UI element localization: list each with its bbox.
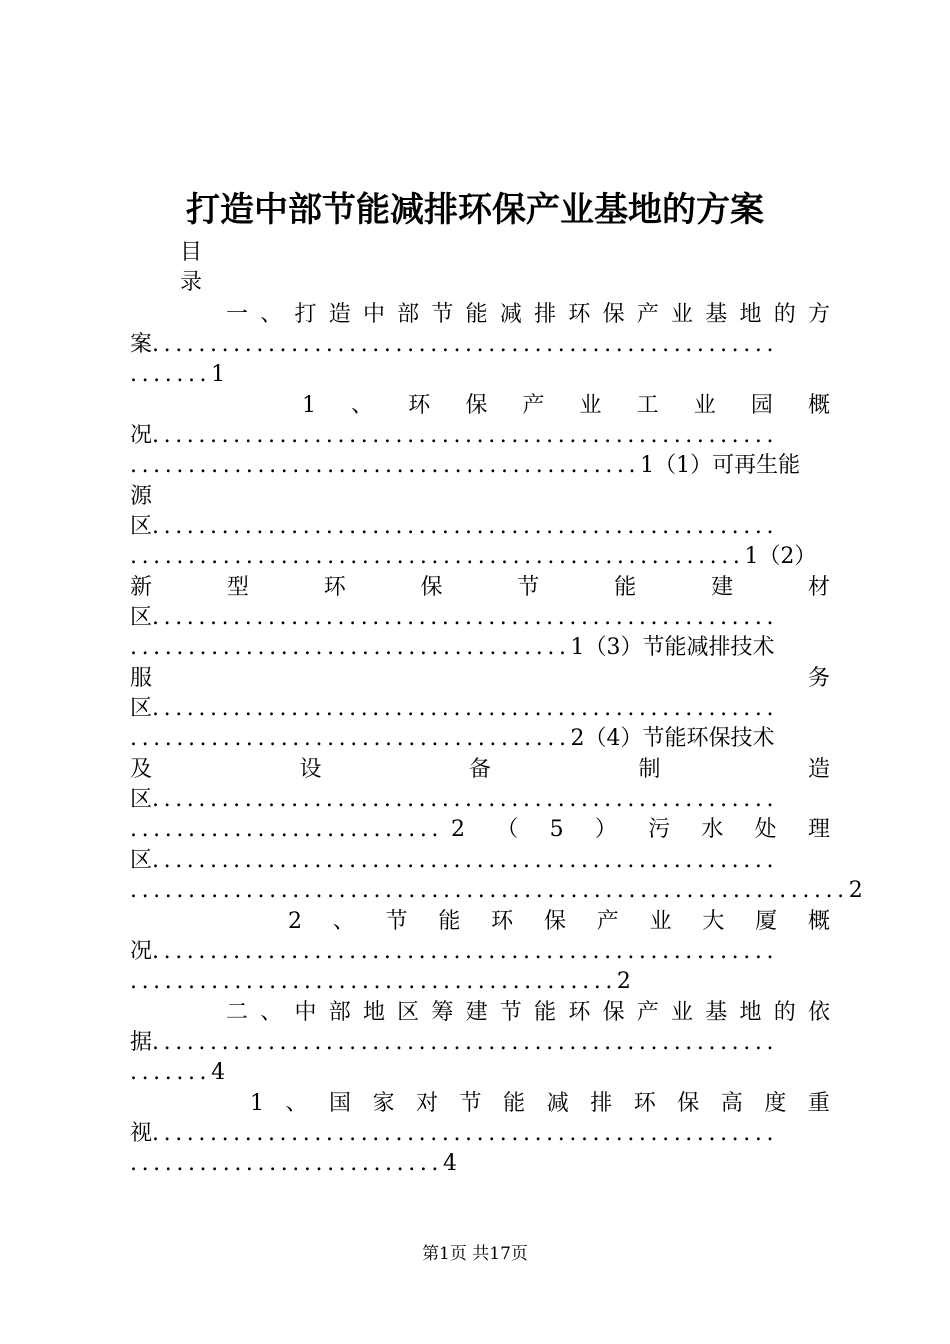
toc-char: 园 — [750, 393, 773, 418]
toc-char: 的 — [773, 302, 796, 327]
toc-entry-5-dots — [130, 694, 830, 724]
toc-char: 部 — [328, 1000, 351, 1025]
leader-dots: ...................................................... — [152, 1030, 779, 1055]
toc-char: 产 — [636, 1000, 659, 1025]
toc-char: 产 — [522, 393, 545, 418]
toc-char: 制 — [638, 757, 661, 782]
toc-char: 环 — [408, 393, 431, 418]
toc-char: 及 — [130, 757, 153, 782]
toc-entry-10-head[interactable] — [250, 1089, 830, 1119]
toc-char: 打 — [294, 302, 317, 327]
toc-char: 环 — [568, 302, 591, 327]
toc-entry-7-tail: 区 — [130, 848, 153, 873]
toc-entry-2-dots — [130, 421, 830, 451]
toc-char: 新 — [130, 575, 153, 600]
toc-char: 备 — [468, 757, 491, 782]
toc-char: 材 — [807, 575, 830, 600]
toc-entry-10-dots — [130, 1119, 830, 1149]
leader-dots: ........................... — [130, 817, 444, 842]
toc-entry-9-dots — [130, 1028, 830, 1058]
leader-dots: ...................................................... — [152, 696, 779, 721]
toc-entry-10-page-line — [130, 1149, 830, 1179]
toc-char: 能 — [465, 302, 488, 327]
toc-char: 设 — [299, 757, 322, 782]
toc-entry-4-page-line — [130, 633, 830, 663]
toc-entry-6-page-line — [130, 815, 830, 845]
toc-char: 建 — [465, 1000, 488, 1025]
toc-entry-9-page: 4 — [211, 1060, 226, 1085]
toc-char: 能 — [438, 909, 461, 934]
toc-char: 部 — [397, 302, 420, 327]
toc-entry-5-tail: 区 — [130, 696, 153, 721]
toc-char: 2 — [288, 909, 302, 934]
toc-entry-10-tail: 视 — [130, 1121, 153, 1146]
toc-char: 大 — [702, 909, 725, 934]
toc-entry-7-page-line — [130, 876, 863, 906]
leader-dots: ...................................................... — [152, 423, 779, 448]
toc-char: 型 — [226, 575, 249, 600]
toc-char: 、 — [332, 909, 355, 934]
toc-entry-2-head[interactable] — [302, 391, 830, 421]
toc-entry-3-dots — [130, 512, 830, 542]
toc-entry-2-tail: 况 — [130, 423, 153, 448]
toc-char: 的 — [773, 1000, 796, 1025]
toc-char: 节 — [499, 1000, 522, 1025]
toc-entry-2-page: 1（1）可再生能 — [640, 453, 801, 478]
toc-char: 1 — [250, 1091, 264, 1116]
toc-char: 水 — [701, 817, 724, 842]
toc-entry-10-page: 4 — [443, 1151, 458, 1176]
toc-char: 排 — [534, 302, 557, 327]
toc-entry-1-page-line — [130, 360, 830, 390]
toc-char: 保 — [420, 575, 443, 600]
toc-char: 厦 — [755, 909, 778, 934]
leader-dots: ...................................................... — [152, 787, 779, 812]
toc-char: 处 — [754, 817, 777, 842]
leader-dots: ............................................ — [130, 453, 641, 478]
toc-char: 、 — [260, 302, 283, 327]
toc-entry-9-head[interactable] — [226, 998, 830, 1028]
toc-char: 区 — [397, 1000, 420, 1025]
toc-entry-2-page-line — [130, 451, 830, 481]
toc-char: 业 — [671, 302, 694, 327]
toc-entry-3-page: 1（2） — [744, 544, 817, 569]
toc-char: 减 — [546, 1091, 569, 1116]
toc-entry-4-head[interactable] — [130, 573, 830, 603]
toc-entry-5-page-line — [130, 724, 830, 754]
toc-char: 建 — [711, 575, 734, 600]
toc-char: 减 — [499, 302, 522, 327]
toc-char: 高 — [720, 1091, 743, 1116]
toc-entry-4-tail: 区 — [130, 605, 153, 630]
toc-char: 中 — [294, 1000, 317, 1025]
leader-dots: ...................................................... — [152, 848, 779, 873]
toc-entry-1-page: 1 — [211, 362, 226, 387]
toc-char: 保 — [543, 909, 566, 934]
toc-char: 节 — [431, 302, 454, 327]
toc-char: 节 — [459, 1091, 482, 1116]
toc-char: 1 — [302, 393, 316, 418]
toc-char: 保 — [677, 1091, 700, 1116]
toc-entry-5-head[interactable] — [130, 664, 830, 694]
toc-char: ） — [594, 817, 617, 842]
toc-char: 理 — [807, 817, 830, 842]
toc-char: 业 — [671, 1000, 694, 1025]
toc-char: 基 — [705, 302, 728, 327]
toc-char: 能 — [534, 1000, 557, 1025]
toc-char: 地 — [739, 1000, 762, 1025]
toc-entry-6-page — [451, 815, 830, 845]
toc-char: 能 — [503, 1091, 526, 1116]
toc-char: 地 — [362, 1000, 385, 1025]
toc-char: （ — [496, 817, 519, 842]
toc-char: 、 — [285, 1091, 308, 1116]
toc-char: 重 — [807, 1091, 830, 1116]
toc-entry-6-head[interactable] — [130, 755, 830, 785]
toc-char: 依 — [807, 1000, 830, 1025]
toc-char: 筹 — [431, 1000, 454, 1025]
toc-char: 业 — [693, 393, 716, 418]
toc-entry-3-page-line — [130, 542, 830, 572]
toc-char: 环 — [323, 575, 346, 600]
leader-dots: ....... — [130, 1060, 212, 1085]
toc-char: 工 — [636, 393, 659, 418]
toc-char: 保 — [602, 302, 625, 327]
leader-dots: ...................................................... — [152, 332, 779, 357]
toc-entry-4-dots — [130, 603, 830, 633]
toc-char: 国 — [329, 1091, 352, 1116]
leader-dots: .......................................... — [130, 969, 617, 994]
toc-entry-1-tail: 案 — [130, 332, 153, 357]
leader-dots: ....... — [130, 362, 212, 387]
toc-char: 节 — [385, 909, 408, 934]
toc-entry-1-dots — [130, 330, 830, 360]
toc-char: 产 — [636, 302, 659, 327]
toc-char: 节 — [517, 575, 540, 600]
leader-dots: ...................................... — [130, 635, 571, 660]
leader-dots: ...................................... — [130, 726, 571, 751]
page-title: 打造中部节能减排环保产业基地的方案 — [186, 190, 764, 230]
toc-char: 对 — [416, 1091, 439, 1116]
toc-entry-3-mid: 源 — [130, 484, 153, 509]
toc-char: 、 — [260, 1000, 283, 1025]
toc-entry-8-tail: 况 — [130, 939, 153, 964]
toc-char: 地 — [739, 302, 762, 327]
leader-dots: ...................................................... — [152, 605, 779, 630]
toc-entry-1-head[interactable] — [226, 300, 830, 330]
toc-entry-9-tail: 据 — [130, 1030, 153, 1055]
toc-heading-char-1: 目 — [180, 240, 203, 265]
toc-char: 概 — [807, 393, 830, 418]
toc-char: 二 — [226, 1000, 249, 1025]
toc-char: 服 — [130, 666, 153, 691]
leader-dots: ...................................................... — [152, 514, 779, 539]
toc-char: 基 — [705, 1000, 728, 1025]
toc-entry-5-page: 2（4）节能环保技术 — [570, 726, 775, 751]
toc-char: 造 — [807, 757, 830, 782]
toc-heading-char-2: 录 — [180, 270, 203, 295]
toc-char: 概 — [807, 909, 830, 934]
toc-entry-7-page: 2 — [848, 878, 863, 903]
toc-entry-3-tail: 区 — [130, 514, 153, 539]
toc-entry-8-page-line — [130, 967, 830, 997]
toc-char: 保 — [602, 1000, 625, 1025]
toc-char: 产 — [596, 909, 619, 934]
toc-char: 环 — [633, 1091, 656, 1116]
toc-char: 环 — [491, 909, 514, 934]
toc-entry-8-page: 2 — [616, 969, 631, 994]
leader-dots: ..................................................... — [130, 544, 745, 569]
toc-char: 、 — [351, 393, 374, 418]
page-footer: 第1页 共17页 — [422, 1244, 528, 1264]
toc-char: 5 — [549, 817, 564, 842]
toc-entry-7-dots — [130, 846, 830, 876]
toc-entry-6-tail: 区 — [130, 787, 153, 812]
toc-char: 业 — [579, 393, 602, 418]
toc-entry-4-page: 1（3）节能减排技术 — [570, 635, 775, 660]
toc-char: 一 — [226, 302, 249, 327]
toc-char: 业 — [649, 909, 672, 934]
toc-char: 造 — [328, 302, 351, 327]
toc-char: 中 — [362, 302, 385, 327]
toc-char: 家 — [372, 1091, 395, 1116]
toc-char: 保 — [465, 393, 488, 418]
toc-char: 能 — [614, 575, 637, 600]
leader-dots: ........................... — [130, 1151, 444, 1176]
leader-dots: ...................................................... — [152, 1121, 779, 1146]
toc-char: 污 — [648, 817, 671, 842]
leader-dots: .............................................................. — [130, 878, 849, 903]
toc-entry-9-page-line — [130, 1058, 830, 1088]
toc-char: 方 — [807, 302, 830, 327]
toc-entry-6-dots — [130, 785, 830, 815]
toc-char: 务 — [807, 666, 830, 691]
toc-char: 2 — [451, 817, 466, 842]
toc-entry-8-dots — [130, 937, 830, 967]
toc-entry-8-head[interactable] — [288, 907, 830, 937]
toc-char: 环 — [568, 1000, 591, 1025]
toc-char: 度 — [764, 1091, 787, 1116]
leader-dots: ...................................................... — [152, 939, 779, 964]
toc-char: 排 — [590, 1091, 613, 1116]
